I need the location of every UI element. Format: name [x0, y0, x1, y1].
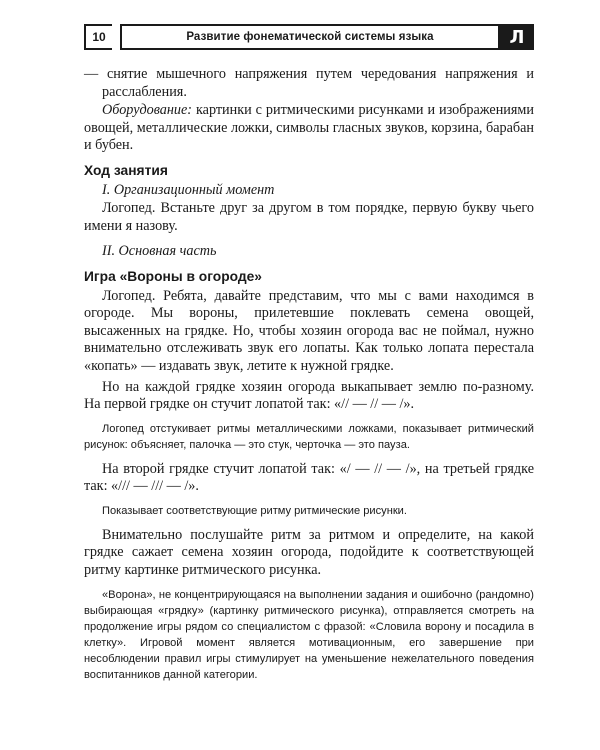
book-page — [84, 24, 534, 691]
paragraph-rhythm-1: Но на каждой грядке хозяин огорода выкапывает землю по-разному. На первой грядке он стучит лопатой так: «// — // — /». — [84, 378, 534, 413]
note-rhythm-explanation: Логопед отстукивает ритмы металлическими ложками, показывает ритмический рисунок: объясняет, палочка — это стук, черточка — это пауза. — [84, 422, 534, 451]
list-item: — снятие мышечного напряжения путем чередования напряжения и расслабления. — [84, 66, 534, 100]
note-crow-rule: «Ворона», не концентрирующаяся на выполнении задания и ошибочно (рандомно) выбирающая «грядку» (картинку ритмического рисунка), отправляется смотреть на продолжение игры рядом со специалистом с фразой: «Словила ворону и посадила в клетку». Игровой момент является мотивационным, его завершение при несоблюдении правил игры стимулирует на уменьшение нежелательного поведения воспитанников данной категории. — [84, 588, 534, 681]
paragraph-speech-therapist-2: Логопед. Ребята, давайте представим, что мы с вами находимся в огороде. Мы вороны, прилетевшие поклевать семена овощей, высаженных на грядке. Но, чтобы хозяин огорода вас не поймал, нужно внимательно отслеживать звук его лопаты. Как только лопата перестала «копать» — издавать звук, летите к нужной грядке. — [84, 287, 534, 374]
section-letter-badge: Л — [500, 24, 534, 50]
subheading-main-part: II. Основная часть — [102, 243, 217, 260]
page-number: 10 — [84, 24, 112, 50]
paragraph-rhythm-2: На второй грядке стучит лопатой так: «/ — // — /», на третьей грядке так: «/// — /// — /». — [84, 460, 534, 495]
heading-game: Игра «Вороны в огороде» — [84, 268, 262, 284]
running-title: Развитие фонематической системы языка — [120, 24, 500, 50]
paragraph-speech-therapist-1: Логопед. Встаньте друг за другом в том порядке, первую букву чьего имени я назову. — [84, 200, 534, 234]
note-show-patterns: Показывает соответствующие ритму ритмические рисунки. — [102, 504, 407, 517]
subheading-organizational: I. Организационный момент — [102, 181, 275, 198]
running-header — [84, 24, 534, 50]
equipment-paragraph — [84, 102, 534, 155]
page-body — [84, 66, 534, 683]
equipment-label: Оборудование: — [102, 102, 193, 119]
paragraph-instructions: Внимательно послушайте ритм за ритмом и определите, на какой грядке сажает семена хозяин огорода, подойдите к соответствующей ритму картинке ритмического рисунка. — [84, 526, 534, 579]
heading-lesson: Ход занятия — [84, 162, 168, 178]
equipment-text: картинки с ритмическими рисунками и изображениями овощей, металлические ложки, символы гласных звуков, корзина, барабан и бубен. — [84, 102, 534, 154]
